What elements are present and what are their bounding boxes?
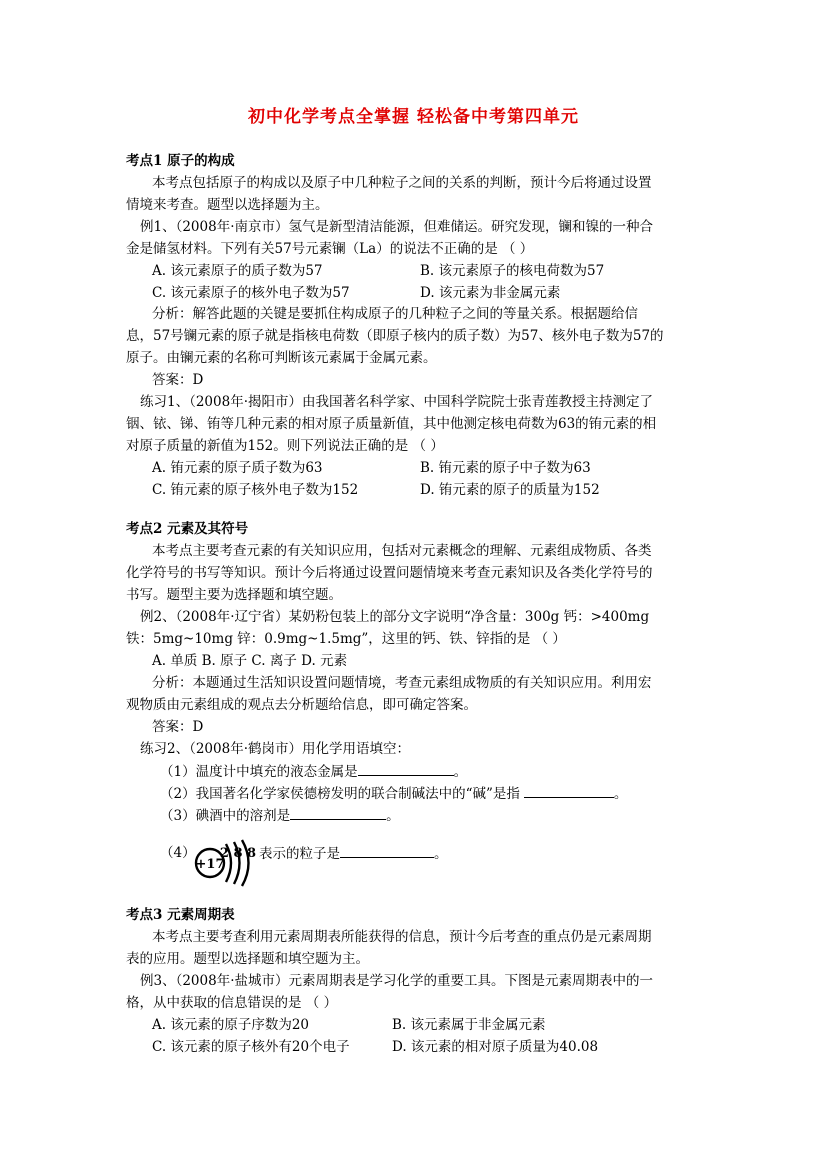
analysis1-line2: 息，57号镧元素的原子就是指核电荷数（即原子核内的质子数）为57、核外电子数为57的 (126, 328, 664, 344)
example1-option-a: A. 该元素原子的质子数为57 (152, 263, 323, 279)
question1-blank (358, 760, 454, 776)
practice1-option-b: B. 铕元素的原子中子数为63 (420, 460, 591, 476)
section2-intro-line2: 化学符号的书写等知识。预计今后将通过设置问题情境来考查元素知识及各类化学符号的 (126, 565, 653, 581)
practice1-line3: 对原子质量的新值为152。则下列说法正确的是 （ ） (126, 438, 444, 454)
question3-blank (290, 804, 386, 820)
section3-heading: 考点3 元素周期表 (126, 907, 235, 923)
question4-blank (340, 842, 434, 858)
practice2-question1 (160, 760, 467, 783)
practice2-question4 (259, 842, 448, 865)
example1-line1: 例1、（2008年·南京市）氢气是新型清洁能源，但难储运。研究发现，镧和镍的一种合 (140, 219, 653, 235)
section1-intro-line2: 情境来考查。题型以选择题为主。 (126, 197, 329, 213)
question1-end: 。 (453, 764, 468, 780)
section3-intro-line2: 表的应用。题型以选择题和填空题为主。 (126, 951, 369, 967)
section2-intro-line1: 本考点主要考查元素的有关知识应用，包括对元素概念的理解、元素组成物质、各类 (152, 543, 652, 559)
example1-option-d: D. 该元素为非金属元素 (420, 285, 561, 301)
analysis2-line1: 分析：本题通过生活知识设置问题情境，考查元素组成物质的有关知识应用。利用宏 (152, 675, 652, 691)
section1-heading: 考点1 原子的构成 (126, 153, 235, 169)
section2-intro-line3: 书写。题型主要为选择题和填空题。 (126, 587, 342, 603)
answer1: 答案：D (152, 372, 204, 388)
question3-text: （3）碘酒中的溶剂是 (160, 808, 291, 824)
section2-heading: 考点2 元素及其符号 (126, 521, 249, 537)
question2-end: 。 (613, 786, 628, 802)
example1-line2: 金是储氢材料。下列有关57号元素镧（La）的说法不正确的是 （ ） (126, 241, 534, 257)
answer2: 答案：D (152, 719, 204, 735)
example1-option-c: C. 该元素原子的核外电子数为57 (152, 285, 350, 301)
nucleus-charge: +17 (195, 857, 225, 872)
practice2-question2 (160, 782, 627, 805)
question4-end: 。 (434, 846, 448, 862)
example3-line2: 格，从中获取的信息错误的是 （ ） (126, 995, 338, 1011)
practice1-line2: 铟、铱、锑、铕等几种元素的相对原子质量新值，其中他测定核电荷数为63的铕元素的相 (126, 416, 657, 432)
question1-text: （1）温度计中填充的液态金属是 (160, 764, 358, 780)
question2-text: （2）我国著名化学家侯德榜发明的联合制碱法中的“碱”是指 (160, 786, 520, 802)
example3-option-b: B. 该元素属于非金属元素 (392, 1017, 546, 1033)
example2-options: A. 单质 B. 原子 C. 离子 D. 元素 (152, 653, 348, 669)
example1-option-b: B. 该元素原子的核电荷数为57 (420, 263, 605, 279)
example3-line1: 例3、（2008年·盐城市）元素周期表是学习化学的重要工具。下图是元素周期表中的一 (140, 973, 653, 989)
analysis1-line3: 原子。由镧元素的名称可判断该元素属于金属元素。 (126, 350, 437, 366)
practice1-option-d: D. 铕元素的原子的质量为152 (420, 482, 600, 498)
analysis1-line1: 分析：解答此题的关键是要抓住构成原子的几种粒子之间的等量关系。根据题给信 (152, 306, 638, 322)
analysis2-line2: 观物质由元素组成的观点去分析题给信息，即可确定答案。 (126, 697, 477, 713)
practice2-question3 (160, 804, 400, 827)
example3-option-d: D. 该元素的相对原子质量为40.08 (392, 1039, 599, 1055)
question3-end: 。 (386, 808, 400, 824)
practice1-option-c: C. 铕元素的原子核外电子数为152 (152, 482, 359, 498)
atom-structure-diagram (192, 838, 262, 888)
section1-intro-line1: 本考点包括原子的构成以及原子中几种粒子之间的关系的判断，预计今后将通过设置 (152, 175, 652, 191)
page-title: 初中化学考点全掌握 轻松备中考第四单元 (248, 107, 579, 127)
section3-intro-line1: 本考点主要考查利用元素周期表所能获得的信息，预计今后考查的重点仍是元素周期 (152, 929, 652, 945)
practice2-heading: 练习2、（2008年·鹤岗市）用化学用语填空： (140, 741, 410, 757)
example3-option-c: C. 该元素的原子核外有20个电子 (152, 1039, 350, 1055)
question2-blank (524, 782, 614, 798)
shell-electron-counts: 2 8 8 (219, 846, 257, 861)
practice1-option-a: A. 铕元素的原子质子数为63 (152, 460, 323, 476)
question4-text: 表示的粒子是 (259, 846, 340, 862)
practice1-line1: 练习1、（2008年·揭阳市）由我国著名科学家、中国科学院院士张青莲教授主持测定了 (140, 394, 653, 410)
practice2-question4-prefix: （4） (160, 845, 196, 861)
example2-line1: 例2、（2008年·辽宁省）某奶粉包装上的部分文字说明“净含量：300g 钙：>400mg (140, 609, 650, 625)
example3-option-a: A. 该元素的原子序数为20 (152, 1017, 310, 1033)
example2-line2: 铁：5mg~10mg 锌：0.9mg~1.5mg”，这里的钙、铁、锌指的是 （ ） (126, 631, 566, 647)
